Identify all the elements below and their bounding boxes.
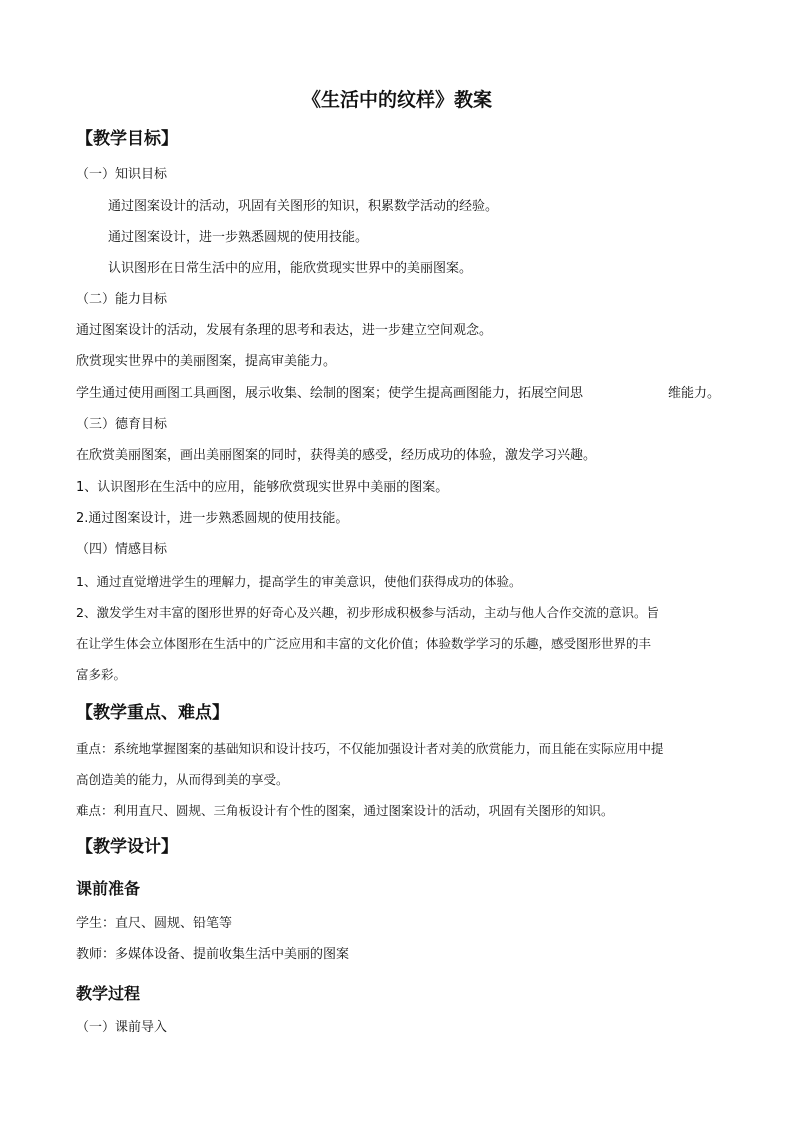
emotion-goal-item-cont: 在让学生体会立体图形在生活中的广泛应用和丰富的文化价值；体验数学学习的乐趣，感受图形世界的丰 — [76, 636, 652, 651]
moral-goal-heading: （三）德育目标 — [76, 417, 168, 432]
moral-goal-item: 2.通过图案设计，进一步熟悉圆规的使用技能。 — [76, 511, 349, 526]
section-heading-design: 【教学设计】 — [76, 837, 178, 857]
ability-goal-item-tail: 维能力。 — [668, 386, 721, 401]
knowledge-goal-item: 通过图案设计，进一步熟悉圆规的使用技能。 — [108, 230, 369, 245]
process-heading: 教学过程 — [76, 984, 141, 1003]
key-focus-text: 重点：系统地掌握图案的基础知识和设计技巧，不仅能加强设计者对美的欣赏能力，而且能在实际应用中提 — [76, 741, 664, 756]
ability-goal-item: 学生通过使用画图工具画图，展示收集、绘制的图案；使学生提高画图能力，拓展空间思 — [76, 386, 584, 401]
ability-goal-item: 通过图案设计的活动，发展有条理的思考和表达，进一步建立空间观念。 — [76, 323, 493, 338]
prep-student: 学生：直尺、圆规、铅笔等 — [76, 916, 233, 931]
process-intro: （一）课前导入 — [76, 1020, 168, 1035]
key-focus-text-cont: 高创造美的能力，从而得到美的享受。 — [76, 772, 289, 787]
moral-goal-item: 在欣赏美丽图案，画出美丽图案的同时，获得美的感受，经历成功的体验，激发学习兴趣。 — [76, 448, 597, 463]
knowledge-goal-item: 认识图形在日常生活中的应用，能欣赏现实世界中的美丽图案。 — [108, 261, 473, 276]
knowledge-goal-item: 通过图案设计的活动，巩固有关图形的知识，积累数学活动的经验。 — [108, 199, 499, 214]
knowledge-goal-heading: （一）知识目标 — [76, 167, 168, 182]
prep-teacher: 教师：多媒体设备、提前收集生活中美丽的图案 — [76, 947, 350, 962]
ability-goal-heading: （二）能力目标 — [76, 292, 168, 307]
ability-goal-item: 欣赏现实世界中的美丽图案，提高审美能力。 — [76, 354, 337, 369]
prep-heading: 课前准备 — [76, 879, 141, 898]
emotion-goal-item: 2、激发学生对丰富的图形世界的好奇心及兴趣，初步形成积极参与活动，主动与他人合作交流的意识。旨 — [76, 605, 659, 620]
emotion-goal-item: 1、通过直觉增进学生的理解力，提高学生的审美意识，使他们获得成功的体验。 — [76, 574, 522, 589]
section-heading-goals: 【教学目标】 — [76, 129, 178, 149]
key-difficulty-text: 难点：利用直尺、圆规、三角板设计有个性的图案，通过图案设计的活动，巩固有关图形的知识。 — [76, 803, 614, 818]
emotion-goal-item-cont: 富多彩。 — [76, 667, 127, 682]
moral-goal-item: 1、认识图形在生活中的应用，能够欣赏现实世界中美丽的图案。 — [76, 480, 449, 495]
emotion-goal-heading: （四）情感目标 — [76, 542, 168, 557]
document-title: 《生活中的纹样》教案 — [301, 89, 492, 111]
section-heading-key-points: 【教学重点、难点】 — [76, 703, 229, 723]
